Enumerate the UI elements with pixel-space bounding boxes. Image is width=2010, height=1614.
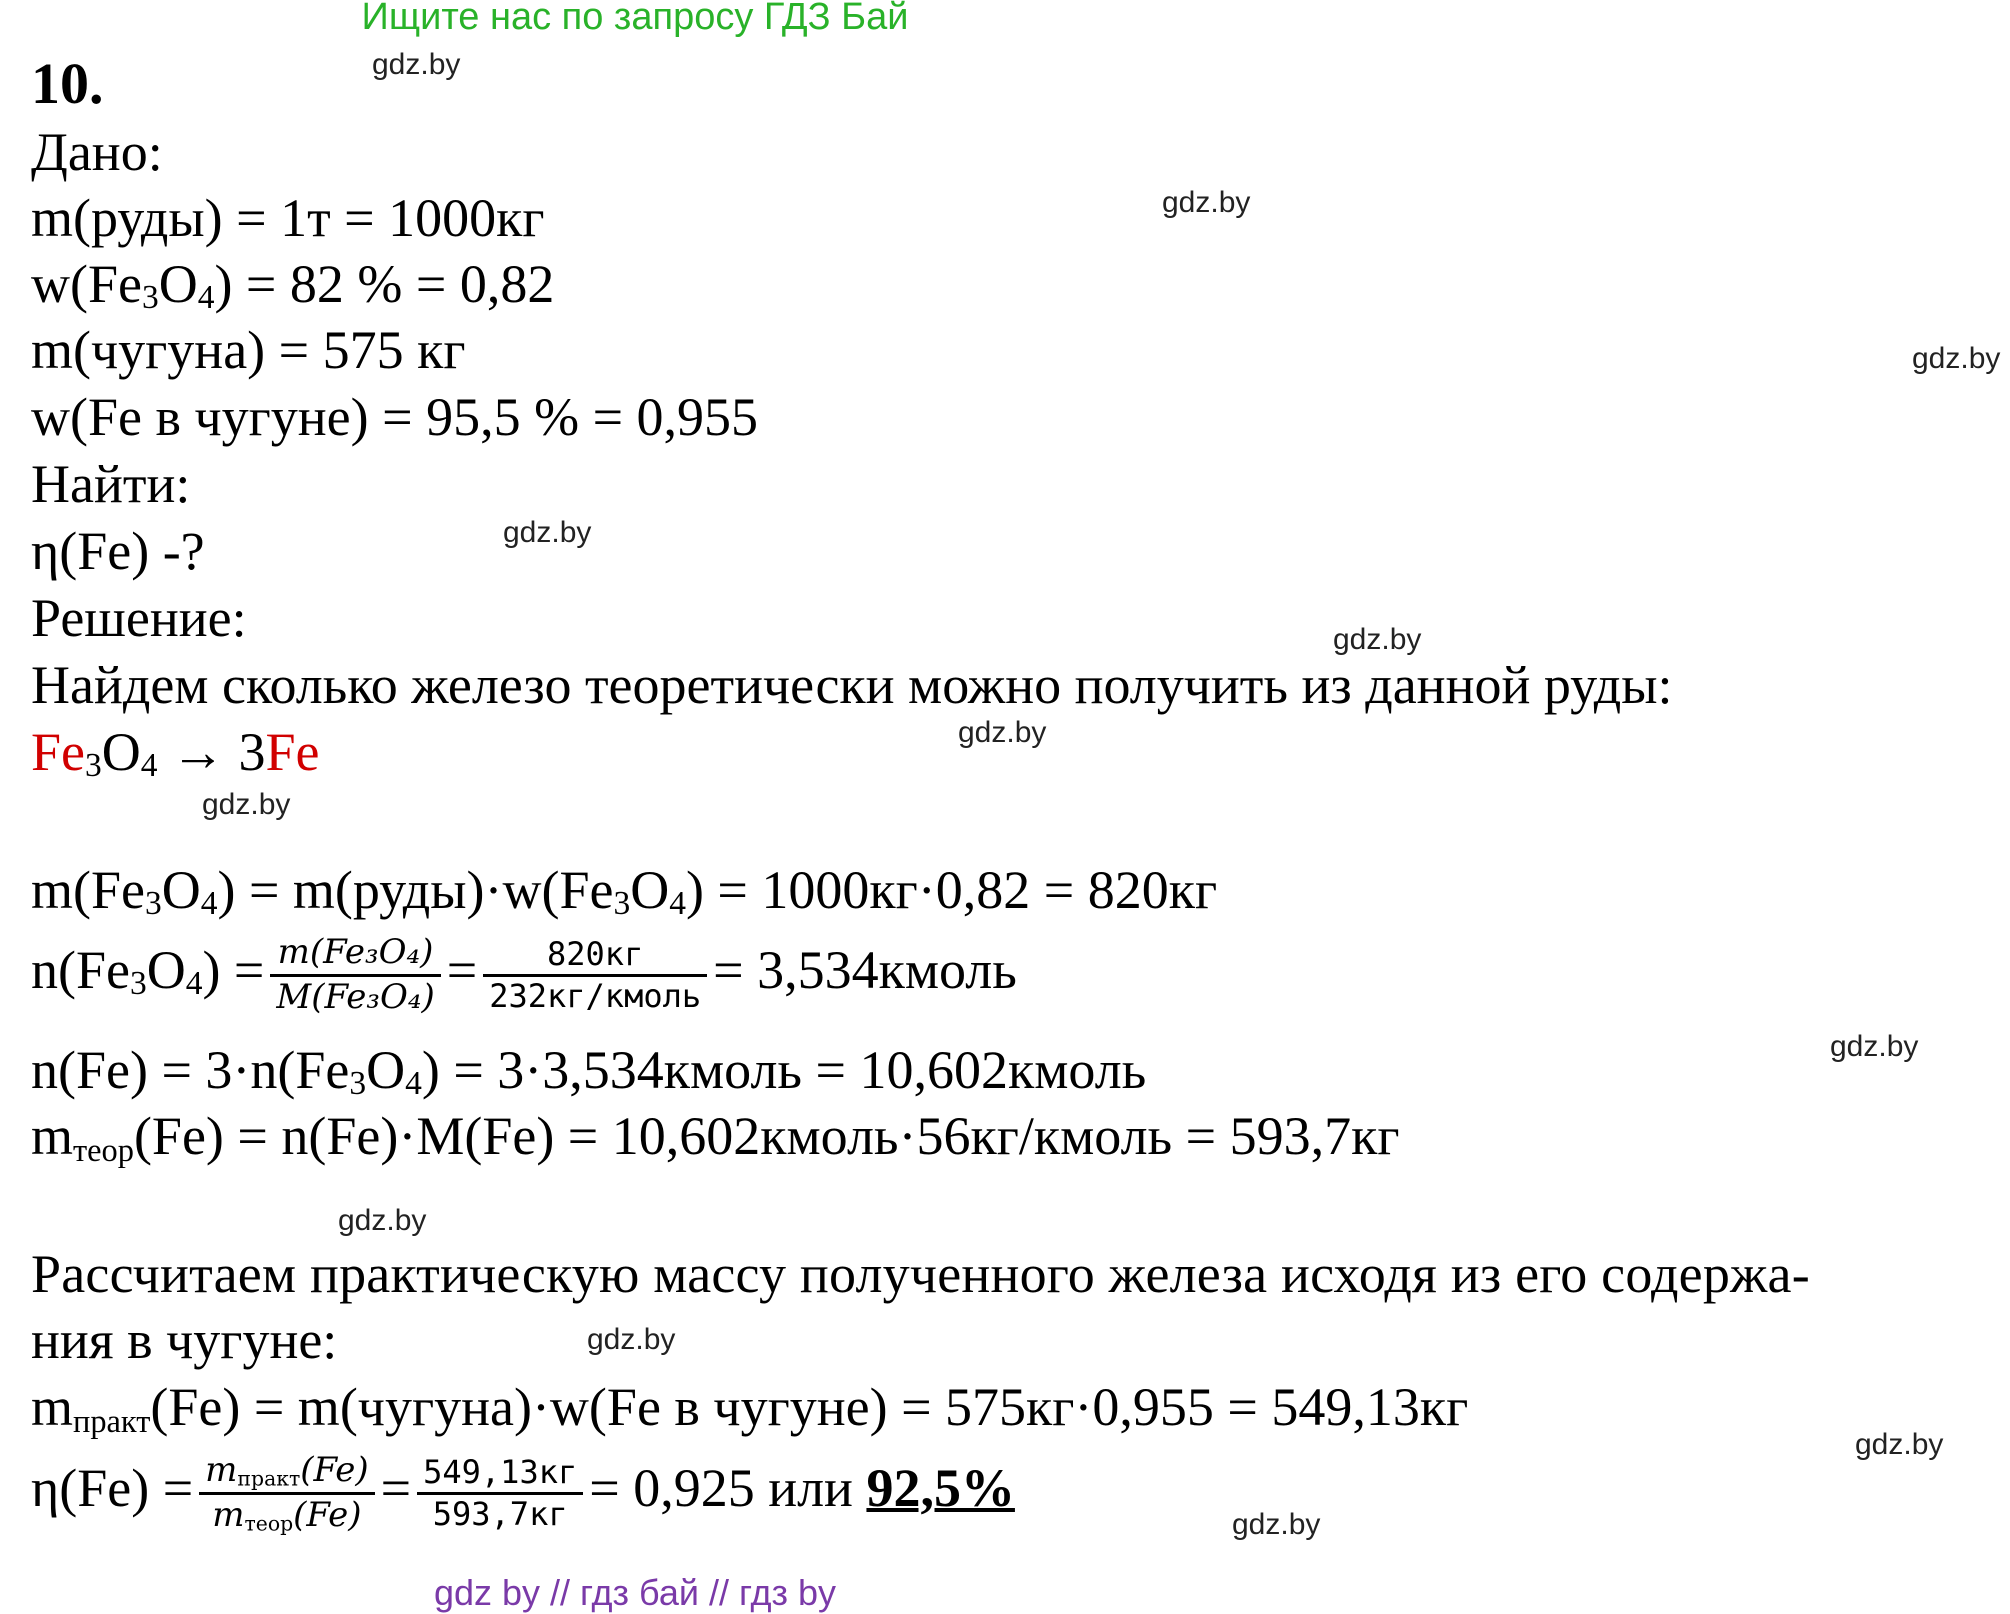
fraction-numerator: 820кг xyxy=(483,938,707,978)
task-number: 10. xyxy=(31,51,104,116)
top-banner: Ищите нас по запросу ГДЗ Бай xyxy=(361,0,909,38)
watermark: gdz.by xyxy=(1162,186,1251,219)
fraction xyxy=(270,932,440,1018)
fraction-denominator xyxy=(199,1495,374,1534)
text: m xyxy=(205,1450,238,1491)
watermark: gdz.by xyxy=(1333,623,1422,656)
text: ) = 1000кг·0,82 = 820кг xyxy=(685,860,1218,920)
fe3o4-fraction-line xyxy=(31,252,554,316)
subscript: 3 xyxy=(129,965,147,1003)
text: ) = m(руды)·w(Fe xyxy=(217,860,614,920)
step1-text: Найдем сколько железо теоретически можно получить из данной руды: xyxy=(31,655,1673,715)
step2-text: Рассчитаем практическую массу полученного железа исходя из его содержа- xyxy=(31,1244,1810,1304)
n-fe-equation xyxy=(31,1038,1146,1102)
find-target: η(Fe) -? xyxy=(31,521,205,581)
iron-highlight: Fe xyxy=(265,722,320,782)
final-answer: 92,5% xyxy=(866,1458,1015,1518)
ore-mass-line: m(руды) = 1т = 1000кг xyxy=(31,188,545,248)
eta-equation xyxy=(31,1448,1015,1534)
subscript: 4 xyxy=(197,279,215,317)
text: = xyxy=(446,940,478,1000)
m-theor-equation xyxy=(31,1104,1400,1168)
watermark: gdz.by xyxy=(372,48,461,81)
text: = 3,534кмоль xyxy=(713,940,1017,1000)
text: = 0,925 или xyxy=(589,1458,867,1518)
bottom-banner: gdz by // гдз бай // гдз by xyxy=(433,1572,837,1613)
iron-highlight: Fe xyxy=(31,722,85,782)
subscript: 3 xyxy=(613,885,631,923)
text: m xyxy=(212,1495,245,1536)
reaction-scheme xyxy=(31,720,319,784)
subscript: практ xyxy=(237,1466,301,1491)
subscript: 3 xyxy=(85,747,102,785)
m-pract-equation xyxy=(31,1375,1468,1439)
text: (Fe) = m(чугуна)·w(Fe в чугуне) = 575кг·0,955 = 549,13кг xyxy=(150,1377,1469,1437)
text: m xyxy=(31,1106,74,1166)
text: = xyxy=(380,1458,412,1518)
subscript: 3 xyxy=(349,1065,367,1103)
subscript: практ xyxy=(73,1404,151,1441)
given-heading: Дано: xyxy=(31,122,163,182)
watermark: gdz.by xyxy=(1855,1428,1944,1461)
watermark: gdz.by xyxy=(338,1204,427,1237)
text: O xyxy=(101,722,141,782)
fraction xyxy=(199,1450,374,1536)
text: O xyxy=(366,1040,406,1100)
text: n(Fe) = 3·n(Fe xyxy=(31,1040,350,1100)
fraction-denominator: 593,7кг xyxy=(432,1495,568,1534)
watermark: gdz.by xyxy=(1232,1508,1321,1541)
fraction-denominator: 232кг/кмоль xyxy=(489,977,702,1016)
text: w(Fe xyxy=(31,254,142,314)
fe-in-pig-iron-line: w(Fe в чугуне) = 95,5 % = 0,955 xyxy=(31,387,759,447)
text: O xyxy=(630,860,670,920)
watermark: gdz.by xyxy=(1912,342,2001,375)
fraction-numerator xyxy=(199,1450,374,1495)
text: n(Fe xyxy=(31,940,130,1000)
n-fe3o4-equation xyxy=(31,930,1017,1016)
watermark: gdz.by xyxy=(587,1323,676,1356)
find-heading: Найти: xyxy=(31,454,191,514)
subscript: 4 xyxy=(200,885,218,923)
subscript: 4 xyxy=(140,747,158,785)
fraction-denominator: M(Fe₃O₄) xyxy=(276,977,435,1018)
text: (Fe) xyxy=(300,1450,369,1491)
text: ) = 3·3,534кмоль = 10,602кмоль xyxy=(421,1040,1147,1100)
subscript: 3 xyxy=(145,885,162,923)
fraction xyxy=(417,1452,583,1534)
fraction xyxy=(483,934,707,1016)
watermark: gdz.by xyxy=(958,716,1047,749)
watermark: gdz.by xyxy=(1830,1030,1919,1063)
text: (Fe) = n(Fe)·M(Fe) = 10,602кмоль·56кг/кмоль = 593,7кг xyxy=(133,1106,1400,1166)
step2-text-continued: ния в чугуне: xyxy=(31,1310,338,1370)
subscript: 4 xyxy=(185,965,203,1003)
subscript: теор xyxy=(73,1133,134,1170)
solution-heading: Решение: xyxy=(31,588,247,648)
text: → 3 xyxy=(157,722,266,782)
pig-iron-mass-line: m(чугуна) = 575 кг xyxy=(31,320,466,380)
fraction-numerator: m(Fe₃O₄) xyxy=(270,935,440,977)
text: (Fe) xyxy=(293,1495,362,1536)
m-fe3o4-equation xyxy=(31,858,1217,922)
text: η(Fe) = xyxy=(31,1458,194,1518)
text: O xyxy=(146,940,186,1000)
subscript: теор xyxy=(244,1511,294,1536)
subscript: 4 xyxy=(405,1065,422,1103)
text: m(Fe xyxy=(31,860,145,920)
text: O xyxy=(158,254,198,314)
watermark: gdz.by xyxy=(202,788,291,821)
text: ) = 82 % = 0,82 xyxy=(214,254,555,314)
subscript: 4 xyxy=(669,885,686,923)
text: ) = xyxy=(202,940,265,1000)
subscript: 3 xyxy=(141,279,159,317)
fraction-numerator: 549,13кг xyxy=(417,1456,583,1496)
text: m xyxy=(31,1377,74,1437)
text: O xyxy=(161,860,201,920)
watermark: gdz.by xyxy=(503,516,592,549)
